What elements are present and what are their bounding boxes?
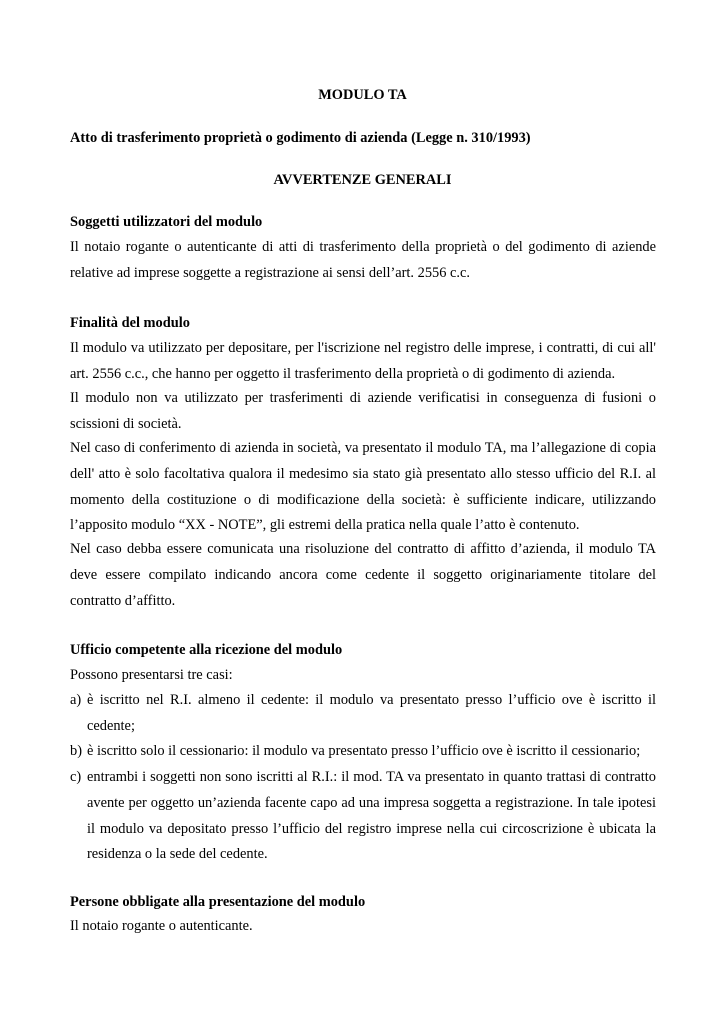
list-item-text: è iscritto solo il cessionario: il modulo va presentato presso l’ufficio ove è iscritto il cessionario;: [87, 743, 641, 759]
document-subtitle: Atto di trasferimento proprietà o godimento di azienda (Legge n. 310/1993): [70, 130, 531, 146]
finalita-paragraph-2: Il modulo non va utilizzato per trasferimenti di aziende verificatisi in conseguenza di fusioni o scissioni di società.: [70, 390, 656, 432]
list-item-text: entrambi i soggetti non sono iscritti al R.I.: il mod. TA va presentato in quanto trattasi di contratto avente per oggetto un’azienda facente capo ad una impresa soggetta a registrazione. In tale ipotesi il modulo va depositato presso l’ufficio del registro imprese nella cui circoscrizione è ubicata la residenza o la sede del cedente.: [87, 769, 656, 863]
section-title: AVVERTENZE GENERALI: [273, 172, 452, 188]
finalita-paragraph-3: Nel caso di conferimento di azienda in società, va presentato il modulo TA, ma l’allegazione di copia dell' atto è solo facoltativa qualora il medesimo sia stato già presentato allo stesso ufficio del R.I. al momento della costituzione o di modificazione della società: è sufficiente indicare, utilizzando l’apposito modulo “XX - NOTE”, gli estremi della pratica nella quale l’atto è contenuto.: [70, 440, 656, 534]
ufficio-heading: Ufficio competente alla ricezione del modulo: [70, 642, 343, 658]
list-item: [70, 765, 656, 868]
finalita-paragraph-1: Il modulo va utilizzato per depositare, per l'iscrizione nel registro delle imprese, i contratti, di cui all' art. 2556 c.c., che hanno per oggetto il trasferimento della proprietà o di godimento di azienda.: [70, 340, 656, 382]
soggetti-text: Il notaio rogante o autenticante di atti di trasferimento della proprietà o del godimento di aziende relative ad imprese soggette a registrazione ai sensi dell’art. 2556 c.c.: [70, 239, 656, 281]
soggetti-heading: Soggetti utilizzatori del modulo: [70, 214, 263, 230]
finalita-paragraph-4: Nel caso debba essere comunicata una risoluzione del contratto di affitto d’azienda, il modulo TA deve essere compilato indicando ancora come cedente il soggetto originariamente titolare del contratto d’affitto.: [70, 541, 656, 609]
list-item-text: è iscritto nel R.I. almeno il cedente: il modulo va presentato presso l’ufficio ove è iscritto il cedente;: [87, 692, 656, 734]
list-item: [70, 739, 656, 765]
persone-heading: Persone obbligate alla presentazione del modulo: [70, 894, 366, 910]
list-item-label: a): [70, 692, 82, 708]
ufficio-intro: Possono presentarsi tre casi:: [70, 667, 233, 683]
page-title: MODULO TA: [318, 87, 407, 103]
persone-text: Il notaio rogante o autenticante.: [70, 918, 253, 934]
list-item: [70, 688, 656, 740]
finalita-heading: Finalità del modulo: [70, 315, 190, 331]
list-item-label: c): [70, 769, 82, 785]
list-item-label: b): [70, 743, 82, 759]
